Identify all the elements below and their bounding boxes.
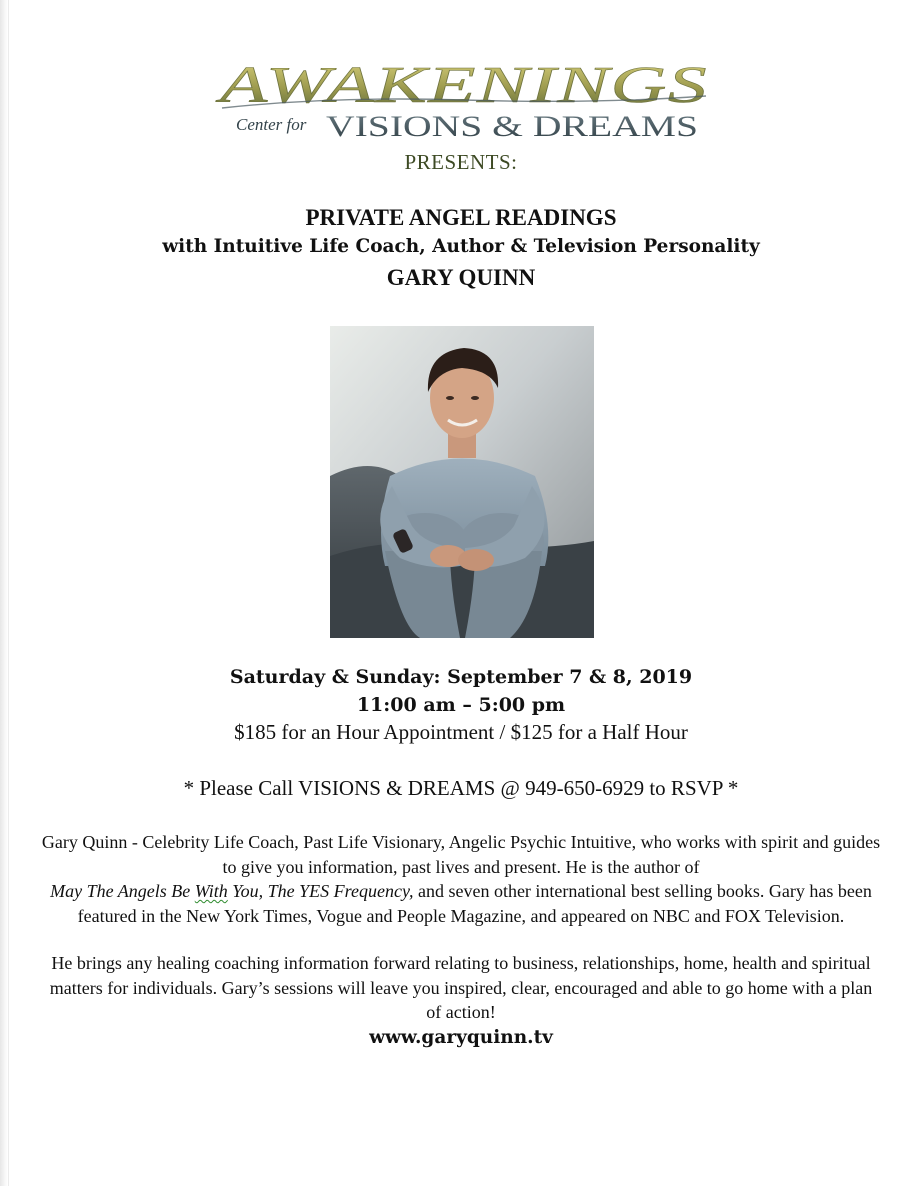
logo-graphic [214, 56, 714, 142]
event-subtitle: with Intuitive Life Coach, Author & Television Personality [162, 236, 760, 257]
event-time: 11:00 am – 5:00 pm [356, 694, 566, 716]
portrait-illustration [330, 326, 594, 638]
logo-wordmark: AWAKENINGS [215, 57, 708, 114]
presenter-name: GARY QUINN [386, 265, 536, 290]
bio-intro: Gary Quinn - Celebrity Life Coach, Past Life Visionary, Angelic Psychic Intuitive, who works with spirit and guides to give you information, past lives and present. He is the author of [41, 832, 881, 877]
bio-after-books: and seven other international best selling books. Gary has been featured in the New York Times, Vogue and People Magazine, and appeared on NBC and FOX Television. [77, 881, 872, 926]
presents-label: PRESENTS: [404, 150, 518, 174]
event-price: $185 for an Hour Appointment / $125 for a Half Hour [234, 720, 688, 744]
spellcheck-underline: With [194, 881, 228, 901]
bio-paragraph-1 [40, 830, 882, 928]
logo-name: VISIONS & DREAMS [326, 110, 698, 142]
rsvp-line: * Please Call VISIONS & DREAMS @ 949-650-6929 to RSVP * [183, 776, 739, 800]
awakenings-logo [214, 56, 714, 142]
event-details [0, 662, 922, 746]
presenter-photo [330, 326, 594, 638]
event-title: PRIVATE ANGEL READINGS [305, 205, 617, 230]
book-title-2: The YES Frequency, [267, 881, 414, 901]
presenter-bio [40, 830, 882, 1051]
website-link[interactable]: www.garyquinn.tv [369, 1026, 553, 1048]
book-title-1: May The Angels Be With You, [50, 881, 264, 901]
bio-paragraph-2: He brings any healing coaching information forward relating to business, relationships, home, health and spiritual matters for individuals. Gary’s sessions will leave you inspired, clear, encouraged and able to go home with a plan of action! [49, 953, 873, 1022]
event-date: Saturday & Sunday: September 7 & 8, 2019 [229, 666, 693, 688]
heading-block [0, 203, 922, 295]
logo-prefix: Center for [236, 115, 307, 134]
